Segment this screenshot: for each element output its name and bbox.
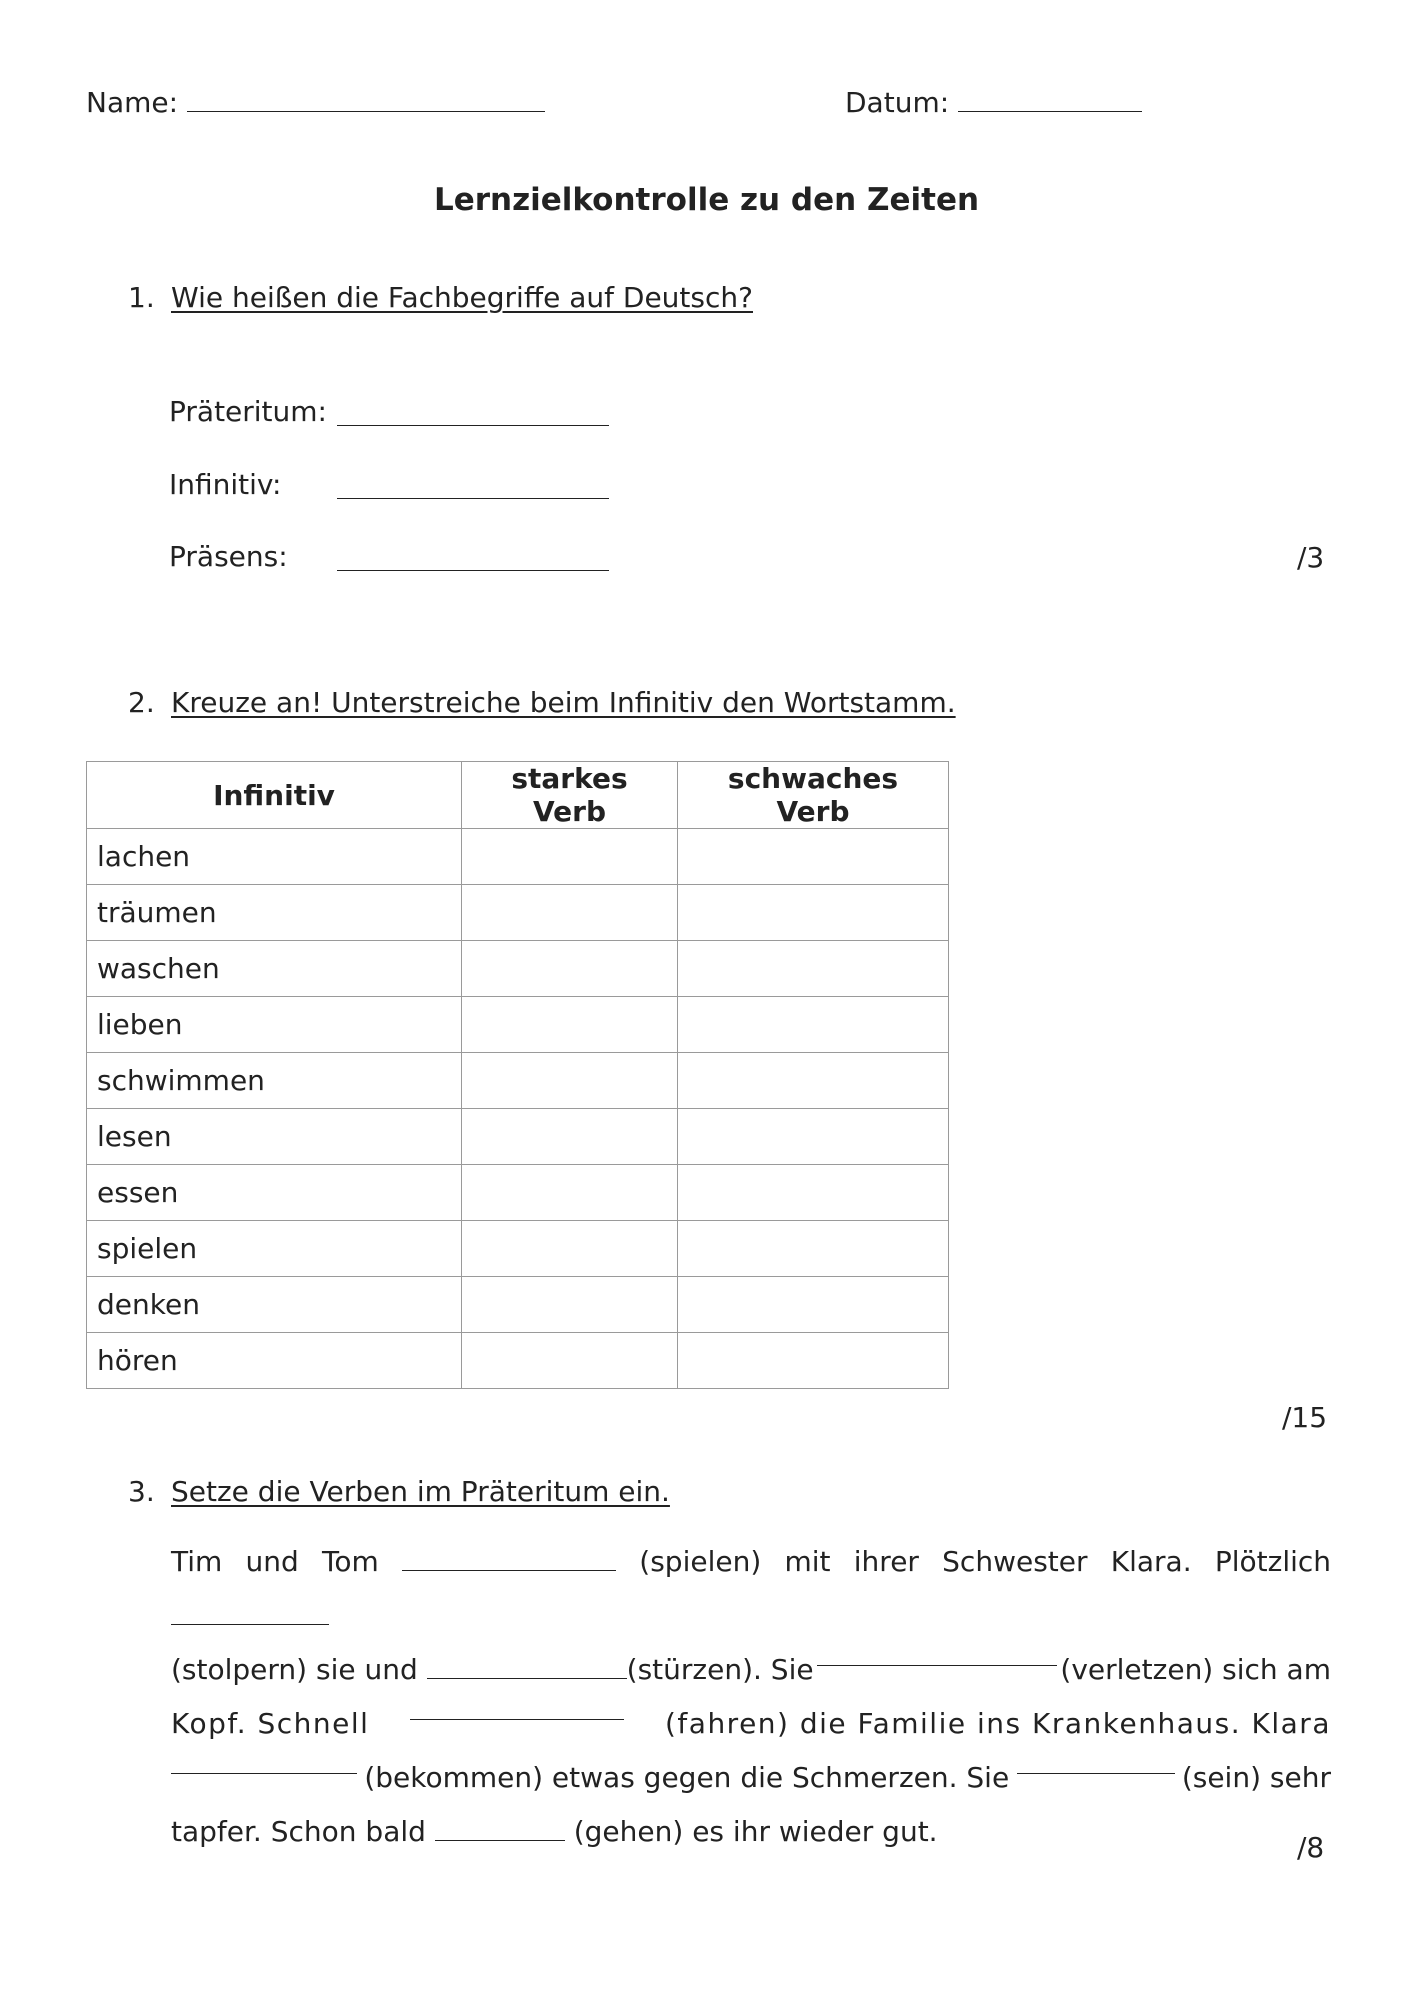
weak-checkbox-cell[interactable]: [678, 885, 949, 941]
weak-checkbox-cell[interactable]: [678, 1333, 949, 1389]
weak-checkbox-cell[interactable]: [678, 1221, 949, 1277]
strong-checkbox-cell[interactable]: [462, 1277, 678, 1333]
table-header-row: [87, 762, 949, 829]
task1-number: 1.: [128, 281, 155, 314]
cloze-segment: (stürzen). Sie: [626, 1653, 814, 1686]
strong-checkbox-cell[interactable]: [462, 1165, 678, 1221]
cloze-blank-bekommen[interactable]: [171, 1751, 357, 1774]
cloze-segment: (gehen) es ihr wieder gut.: [573, 1815, 938, 1848]
date-label: Datum:: [845, 86, 950, 119]
table-row: [87, 1165, 949, 1221]
strong-checkbox-cell[interactable]: [462, 1333, 678, 1389]
cloze-segment: (spielen) mit ihrer Schwester Klara. Plötzlich: [639, 1545, 1332, 1578]
cloze-segment: (sein) sehr: [1181, 1761, 1331, 1794]
date-field: [845, 86, 1142, 120]
header-starkes-verb: starkes Verb: [462, 762, 678, 829]
strong-checkbox-cell[interactable]: [462, 941, 678, 997]
cloze-segment: tapfer. Schon bald: [171, 1815, 426, 1848]
cloze-blank-stuerzen[interactable]: [427, 1656, 627, 1679]
verb-cell: träumen: [87, 885, 462, 941]
strong-checkbox-cell[interactable]: [462, 829, 678, 885]
verb-cell: waschen: [87, 941, 462, 997]
strong-checkbox-cell[interactable]: [462, 997, 678, 1053]
table-row: [87, 1277, 949, 1333]
cloze-line-2: [171, 1643, 1331, 1697]
cloze-blank-fahren[interactable]: [410, 1697, 624, 1720]
cloze-blank-stolpern[interactable]: [171, 1602, 329, 1625]
term-praesens: Präsens:: [169, 540, 288, 573]
cloze-line-3: [171, 1697, 1331, 1751]
task2-points: /15: [1282, 1401, 1328, 1434]
table-row: [87, 829, 949, 885]
cloze-blank-sein[interactable]: [1017, 1751, 1175, 1774]
cloze-segment: (verletzen) sich am: [1060, 1653, 1331, 1686]
cloze-line-5: [171, 1805, 1331, 1859]
cloze-blank-verletzen[interactable]: [817, 1643, 1057, 1666]
verb-cell: lachen: [87, 829, 462, 885]
date-input-line[interactable]: [958, 111, 1142, 112]
cloze-segment: (bekommen) etwas gegen die Schmerzen. Sie: [364, 1761, 1010, 1794]
verb-cell: spielen: [87, 1221, 462, 1277]
name-input-line[interactable]: [187, 111, 545, 112]
cloze-line-1: [171, 1535, 1331, 1643]
verb-cell: essen: [87, 1165, 462, 1221]
task3-points: /8: [1297, 1831, 1325, 1864]
cloze-segment: (stolpern) sie und: [171, 1653, 418, 1686]
weak-checkbox-cell[interactable]: [678, 1109, 949, 1165]
task1-points: /3: [1297, 541, 1325, 574]
task1-instruction: Wie heißen die Fachbegriffe auf Deutsch?: [171, 281, 753, 314]
task3-number: 3.: [128, 1475, 155, 1508]
table-row: [87, 997, 949, 1053]
name-label: Name:: [86, 86, 179, 119]
weak-checkbox-cell[interactable]: [678, 997, 949, 1053]
verb-cell: lieben: [87, 997, 462, 1053]
task2-number: 2.: [128, 686, 155, 719]
verb-cell: lesen: [87, 1109, 462, 1165]
verb-table: [86, 761, 949, 1389]
term-praeteritum-line[interactable]: [337, 398, 609, 426]
strong-checkbox-cell[interactable]: [462, 1109, 678, 1165]
page-title: Lernzielkontrolle zu den Zeiten: [433, 182, 980, 218]
term-infinitiv-line[interactable]: [337, 471, 609, 499]
task3-instruction: Setze die Verben im Präteritum ein.: [171, 1475, 670, 1508]
verb-cell: schwimmen: [87, 1053, 462, 1109]
strong-checkbox-cell[interactable]: [462, 885, 678, 941]
strong-checkbox-cell[interactable]: [462, 1053, 678, 1109]
table-row: [87, 1333, 949, 1389]
weak-checkbox-cell[interactable]: [678, 829, 949, 885]
cloze-text: [171, 1535, 1331, 1859]
term-praesens-line[interactable]: [337, 543, 609, 571]
table-row: [87, 941, 949, 997]
verb-cell: denken: [87, 1277, 462, 1333]
cloze-segment: (fahren) die Familie ins Krankenhaus. Klara: [665, 1707, 1331, 1740]
table-row: [87, 885, 949, 941]
cloze-line-4: [171, 1751, 1331, 1805]
table-row: [87, 1053, 949, 1109]
cloze-segment: Tim und Tom: [171, 1545, 379, 1578]
weak-checkbox-cell[interactable]: [678, 941, 949, 997]
term-praeteritum: Präteritum:: [169, 395, 327, 428]
weak-checkbox-cell[interactable]: [678, 1277, 949, 1333]
name-field: [86, 86, 545, 120]
header-schwaches-verb: schwaches Verb: [678, 762, 949, 829]
weak-checkbox-cell[interactable]: [678, 1053, 949, 1109]
term-infinitiv: Infinitiv:: [169, 468, 282, 501]
cloze-blank-gehen[interactable]: [435, 1818, 565, 1841]
task2-instruction: Kreuze an! Unterstreiche beim Infinitiv den Wortstamm.: [171, 686, 956, 719]
weak-checkbox-cell[interactable]: [678, 1165, 949, 1221]
table-row: [87, 1221, 949, 1277]
strong-checkbox-cell[interactable]: [462, 1221, 678, 1277]
cloze-blank-spielen[interactable]: [402, 1548, 616, 1571]
cloze-segment: Kopf. Schnell: [171, 1707, 370, 1740]
verb-cell: hören: [87, 1333, 462, 1389]
header-infinitiv: Infinitiv: [87, 762, 462, 829]
table-row: [87, 1109, 949, 1165]
